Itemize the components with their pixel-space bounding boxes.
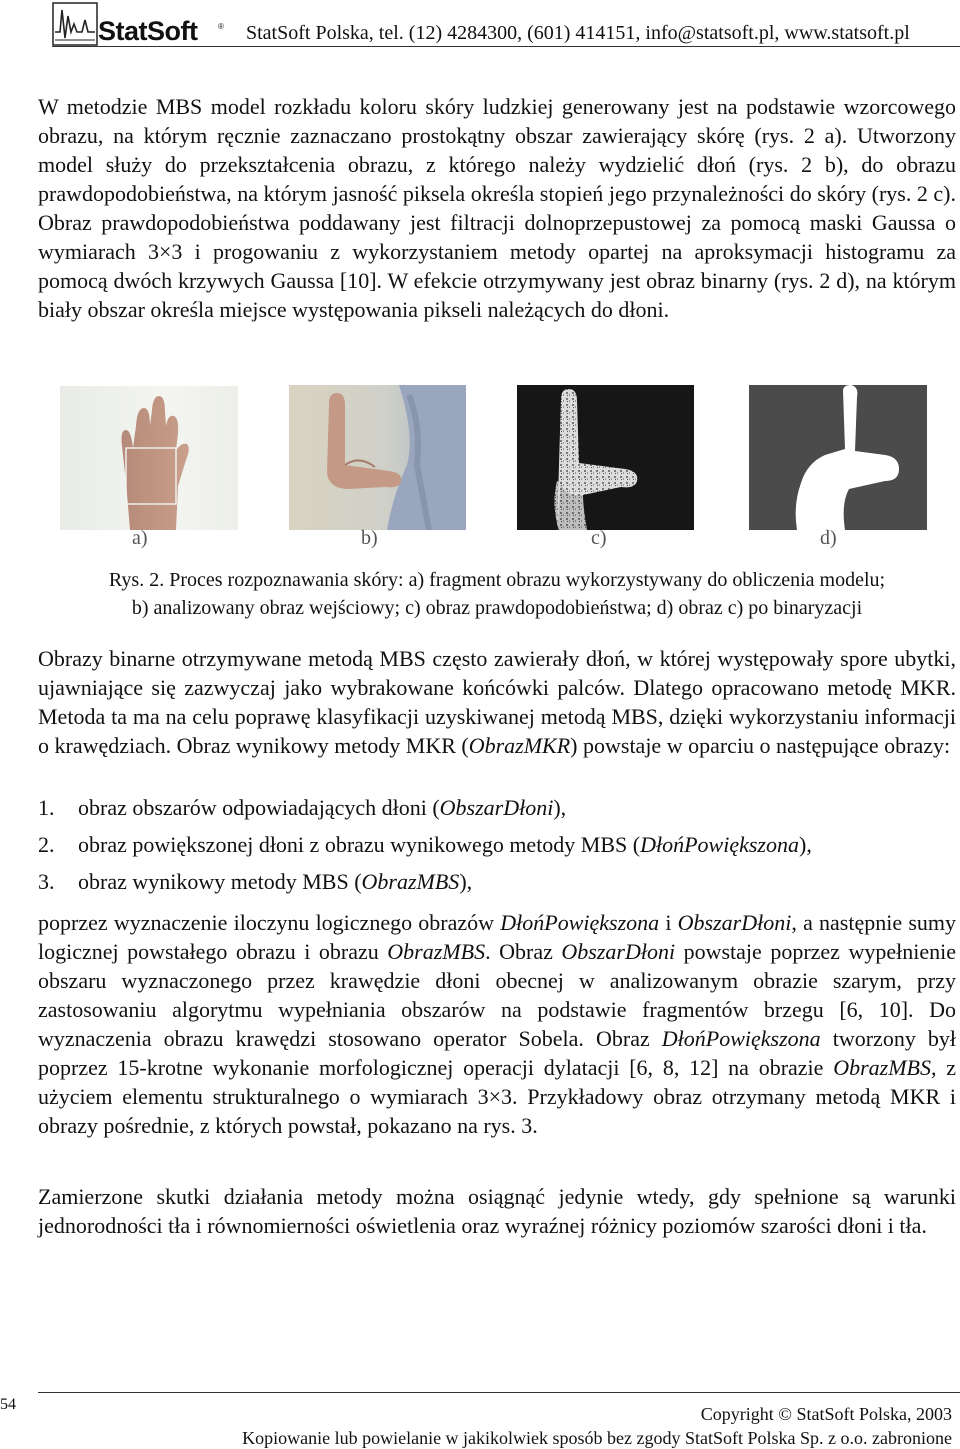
figure-image-c (517, 385, 694, 530)
term-dlonpowiekszona: DłońPowiększona (661, 1026, 821, 1051)
registered-mark: ® (218, 22, 224, 31)
paragraph-conditions: Zamierzone skutki działania metody można osiągnąć jedynie wtedy, gdy spełnione są warunki jednorodności tła i równomierności oświetlenia oraz wyraźnej różnicy poziomów szarości dłoni i tła. (38, 1184, 956, 1238)
figure-label-c: c) (591, 527, 607, 549)
list-tail: ), (553, 795, 567, 820)
text-run: poprzez wyznaczenie iloczynu logicznego obrazów (38, 910, 501, 935)
term-dlonpowiekszona: DłońPowiększona (500, 910, 660, 935)
text-run: . Obraz (485, 939, 562, 964)
term-obrazmkr: ObrazMKR (468, 733, 571, 758)
page-number: 54 (0, 1396, 16, 1413)
figure-image-b (289, 385, 466, 530)
paragraph-mbs-method: W metodzie MBS model rozkładu koloru skóry ludzkiej generowany jest na podstawie wzorcowego obrazu, na którym ręcznie zaznaczano prostokątny obszar zawierający skórę (rys. 2 a). Utworzony model służy do przekształcenia obrazu, z którego należy wydzielić dłoń (rys. 2 b), do obrazu prawdopodobieństwa, na którym jasność piksela określa stopień jego przynależności do skóry (rys. 2 c). Obraz prawdopodobieństwa poddawany jest filtracji dolnoprzepustowej za pomocą maski Gaussa o wymiarach 3×3 i progowaniu z wykorzystaniem metody opartej na aproksymacji histogramu za pomocą dwóch krzywych Gaussa [10]. W efekcie otrzymywany jest obraz binarny (rys. 2 d), na którym biały obszar określa miejsce występowania pikseli należących do dłoni. (38, 94, 956, 322)
list-tail: ), (799, 832, 812, 857)
list-item (38, 793, 566, 822)
list-number: 2. (38, 832, 55, 857)
list-item (38, 830, 812, 859)
text-run: , a następnie sumy logicznej powstałego obrazu i obrazu (38, 910, 956, 964)
term-obszardloni: ObszarDłoni (677, 910, 792, 935)
footer-copyright: Copyright © StatSoft Polska, 2003 (700, 1404, 952, 1424)
figure-image-d (749, 385, 927, 530)
term-obszardloni: ObszarDłoni (561, 939, 676, 964)
figure-caption (38, 566, 956, 622)
footer-notice: Kopiowanie lub powielanie w jakikolwiek sposób bez zgody StatSoft Polska Sp. z o.o. zabronione (242, 1428, 952, 1448)
footer-divider (38, 1392, 960, 1393)
page-header (0, 0, 960, 60)
list-item (38, 867, 472, 896)
figure-label-b: b) (361, 527, 378, 549)
header-divider (52, 46, 960, 47)
header-contact: StatSoft Polska, tel. (12) 4284300, (601) 414151, info@statsoft.pl, www.statsoft.pl (246, 22, 910, 44)
list-text: obraz wynikowy metody MBS ( (78, 869, 362, 894)
figure-label-a: a) (132, 527, 148, 549)
list-term: ObszarDłoni (439, 795, 554, 820)
list-tail: ), (459, 869, 473, 894)
term-obrazmbs: ObrazMBS (833, 1055, 931, 1080)
text-run: powstaje poprzez wypełnienie obszaru wyznaczonego przez krawędzie dłoni obecnej w analizowanym obrazie szarym, przy zastosowaniu algorytmu wypełniania obszarów na podstawie fragmentów brzegu [6, 10]. Do wyznaczenia obrazu krawędzi stosowano operator Sobela. Obraz (38, 939, 956, 1051)
text-run: tworzony był poprzez 15-krotne wykonanie morfologicznej operacji dylatacji [6, 8, 12] na obrazie (38, 1026, 956, 1080)
figure-image-a (60, 386, 238, 530)
figure-caption-line-1: Rys. 2. Proces rozpoznawania skóry: a) fragment obrazu wykorzystywany do obliczenia modelu; (108, 569, 886, 591)
text-run: , z użyciem elementu strukturalnego o wymiarach 3×3. Przykładowy obraz otrzymany metodą MKR i obrazy pośrednie, z których powstał, pokazano na rys. 3. (38, 1055, 957, 1138)
paragraph-mkr-text: Obrazy binarne otrzymywane metodą MBS często zawierały dłoń, w której występowały spore ubytki, ujawniające się zazwyczaj jako wybrakowane końcówki palców. Dlatego opracowano metodę MKR. Metoda ta ma na celu poprawę klasyfikacji uzyskiwanej metodą MBS, dzięki wykorzystaniu informacji o krawędziach. Obraz wynikowy metody MKR ( (38, 646, 956, 758)
figure-label-d: d) (820, 527, 837, 549)
paragraph-mkr-method (38, 644, 956, 760)
statsoft-logo-icon (52, 2, 98, 46)
term-obrazmbs: ObrazMBS (387, 939, 486, 964)
list-number: 3. (38, 869, 55, 894)
paragraph-mkr-tail: ) powstaje w oparciu o następujące obrazy: (570, 733, 951, 758)
list-term: DłońPowiększona (640, 832, 799, 857)
list-text: obraz powiększonej dłoni z obrazu wynikowego metody MBS ( (78, 832, 641, 857)
list-term: ObrazMBS (361, 869, 460, 894)
text-run: i (659, 910, 678, 935)
list-number: 1. (38, 795, 55, 820)
list-text: obraz obszarów odpowiadających dłoni ( (78, 795, 440, 820)
statsoft-logo-text: StatSoft (98, 16, 198, 46)
paragraph-mkr-construction (38, 908, 956, 1140)
figure-caption-line-2: b) analizowany obraz wejściowy; c) obraz prawdopodobieństwa; d) obraz c) po binaryzacji (131, 597, 863, 619)
